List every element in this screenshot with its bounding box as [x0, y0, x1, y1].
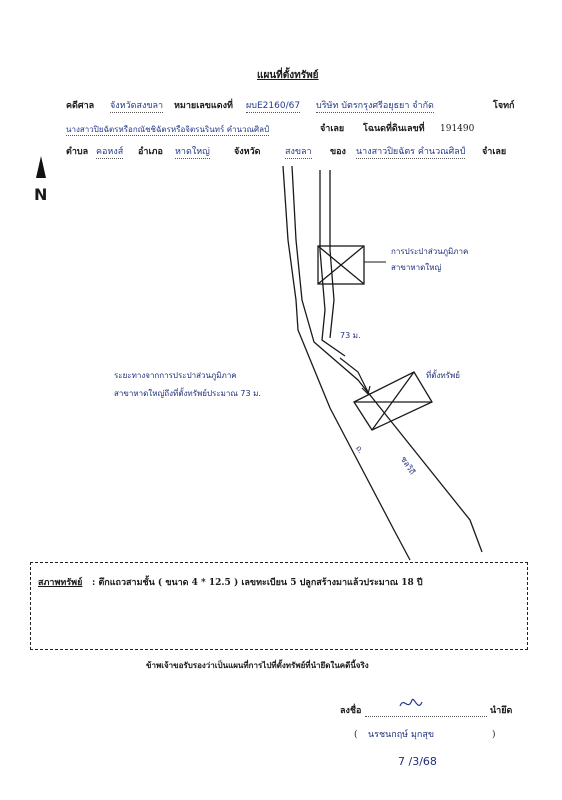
deed-label: โฉนดที่ดินเลขที่ [363, 124, 425, 134]
branch-road-right [330, 170, 334, 338]
case-label: คดีศาล [66, 101, 95, 111]
owner-value: นางสาวปิยฉัตร คำนวณศิลป์ [356, 147, 466, 157]
court-value: จังหวัดสงขลา [110, 101, 164, 111]
owner-role: จำเลย [482, 147, 507, 157]
distance-mark: 73 ม. [340, 331, 361, 340]
property-building-icon [354, 372, 432, 430]
plaintiff-value: บริษัท บัตรกรุงศรีอยุธยา จำกัด [316, 101, 434, 111]
north-label: N [34, 185, 48, 204]
subdistrict-label: ตำบล [66, 147, 89, 157]
plaintiff-role: โจทก์ [493, 101, 515, 111]
property-condition-box [30, 562, 528, 650]
case-no-label: หมายเลขแดงที่ [174, 101, 233, 111]
distance-note-line2: สาขาหาดใหญ่ถึงที่ตั้งทรัพย์ประมาณ 73 ม. [114, 389, 261, 398]
district-value: หาดใหญ่ [175, 147, 210, 157]
case-no-value: ผบE2160/67 [246, 101, 301, 111]
signed-date: 7 /3/68 [398, 755, 437, 768]
property-map-label: ที่ตั้งทรัพย์ [426, 371, 460, 380]
district-label: อำเภอ [138, 147, 163, 157]
office-building-icon [318, 246, 364, 284]
owner-label: ของ [330, 147, 346, 157]
deed-no: 191490 [440, 124, 475, 134]
defendant-role: จำเลย [320, 124, 345, 134]
sign-label: ลงชื่อ [340, 706, 362, 716]
signer-name: นรชนกฤษ์ มุกสุข [368, 730, 434, 740]
distance-note-line1: ระยะทางจากการประปาส่วนภูมิภาค [114, 371, 237, 380]
property-description: : ตึกแถวสามชั้น ( ขนาด 4 * 12.5 ) เลขทะเบียน 5 ปลูกสร้างมาแล้วประมาณ 18 ปี [92, 578, 423, 588]
document-title: แผนที่ตั้งทรัพย์ [257, 70, 319, 81]
road-label: ถ. [353, 443, 366, 456]
branch-road-left [320, 170, 345, 356]
defendant-value: นางสาวปิยฉัตรหรือกณัชชิฉัตรหรือจิตรนรินทร์ คำนวณศิลป์ [66, 125, 270, 134]
province-label: จังหวัด [234, 147, 261, 157]
subdistrict-value: คอหงส์ [96, 147, 124, 157]
paren-close: ) [492, 730, 496, 740]
office-label-line1: การประปาส่วนภูมิภาค [391, 247, 469, 256]
property-label: สภาพทรัพย์ [38, 578, 83, 588]
paren-open: ( [354, 730, 358, 740]
signature-line [365, 716, 487, 717]
signer-role: นำยึด [490, 706, 513, 716]
province-value: สงขลา [285, 147, 312, 157]
road-name: ชลวิถี [398, 454, 417, 477]
office-label-line2: สาขาหาดใหญ่ [391, 263, 442, 272]
certification-text: ข้าพเจ้าขอรับรองว่าเป็นแผนที่การไปที่ตั้งทรัพย์ที่นำยึดในคดีนี้จริง [146, 660, 369, 670]
